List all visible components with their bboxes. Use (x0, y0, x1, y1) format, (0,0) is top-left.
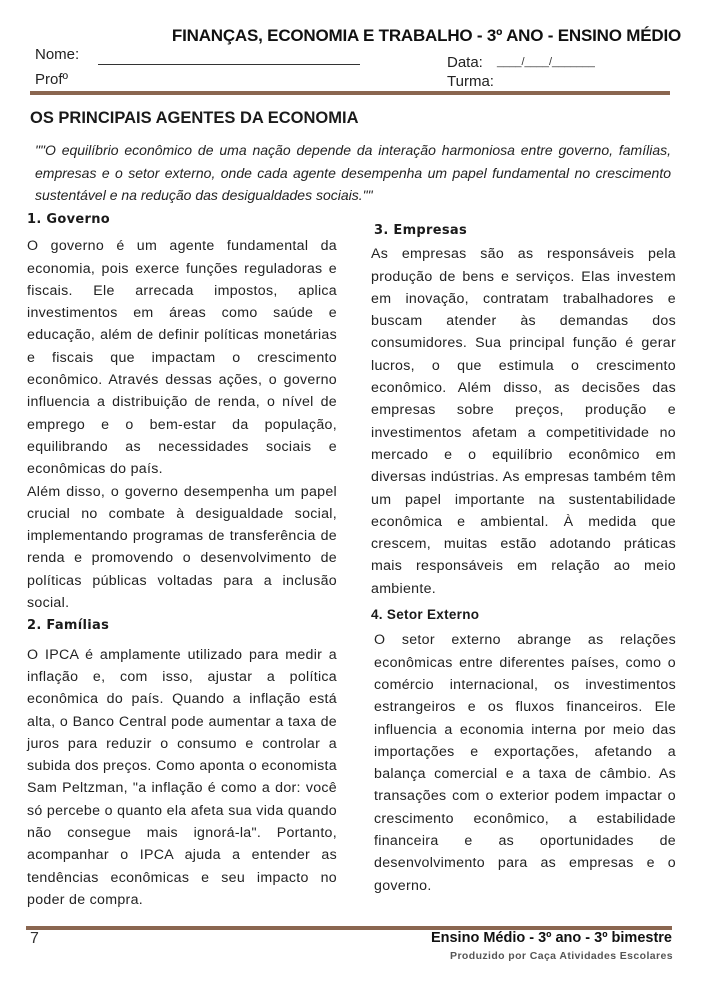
section-title-familias: 2. Famílias (27, 618, 110, 634)
section-title-empresas: 3. Empresas (374, 223, 468, 238)
header-divider (30, 91, 670, 95)
date-label: Data: (447, 54, 483, 71)
setor-externo-paragraph: O setor externo abrange as relações econômicas entre diferentes países, como o comércio internacional, os investimentos estrangeiros e os fluxos financeiros. Ele influencia a economia interna por meio das importações e exportações, afetando a balança comercial e a taxa de câmbio. As transações com o exterior podem impactar o crescimento econômico, a estabilidade financeira e as oportunidades de desenvolvimento para as empresas e o governo. (374, 632, 676, 894)
page-number: 7 (30, 930, 39, 947)
empresas-paragraph: As empresas são as responsáveis pela produção de bens e serviços. Elas investem em inovação, contratam trabalhadores e buscam atender às demandas dos consumidores. Sua principal função é gerar lucros, o que estimula o crescimento econômico. Além disso, as decisões das empresas sobre preços, produção e investimentos afetam a competitividade no mercado e o equilíbrio econômico em diversas indústrias. As empresas também têm um papel importante na sustentabilidade econômica e ambiental. À medida que crescem, muitas estão adotando práticas mais responsáveis em relação ao meio ambiente. (371, 246, 676, 597)
section-title-setor-externo: 4. Setor Externo (371, 607, 480, 623)
footer-credit: Produzido por Caça Atividades Escolares (450, 950, 673, 962)
teacher-label: Profº (35, 71, 68, 88)
governo-paragraph-2: Além disso, o governo desempenha um papel crucial no combate à desigualdade social, implementando programas de transferência de renda e promovendo o desenvolvimento de políticas públicas voltadas para a inclusão social. (27, 483, 337, 612)
name-label: Nome: (35, 46, 80, 63)
footer-level: Ensino Médio - 3º ano - 3º bimestre (430, 930, 672, 946)
date-field-blank[interactable]: ____/____/_______ (497, 56, 595, 68)
class-label: Turma: (447, 73, 494, 90)
intro-quote: ""O equilíbrio econômico de uma nação depende da interação harmoniosa entre governo, famílias, empresas e o setor externo, onde cada agente desempenha um papel fundamental no crescimento sustentável e na redução das desigualdades sociais."" (35, 142, 671, 203)
name-field-line[interactable] (98, 64, 360, 65)
worksheet-title: FINANÇAS, ECONOMIA E TRABALHO - 3º ANO - ENSINO MÉDIO (171, 26, 681, 45)
governo-paragraph-1: O governo é um agente fundamental da economia, pois exerce funções reguladoras e fiscais. Ele arrecada impostos, aplica investimentos em áreas como saúde e educação, além de definir políticas monetárias e fiscais que impactam o crescimento econômico. Através dessas ações, o governo influencia a distribuição de renda, o nível de emprego e o bem-estar da população, equilibrando as necessidades sociais e econômicas do país. (27, 238, 337, 478)
left-column (27, 209, 337, 911)
section-title-governo: 1. Governo (27, 212, 110, 227)
page-heading: OS PRINCIPAIS AGENTES DA ECONOMIA (30, 109, 359, 127)
right-column (371, 220, 676, 897)
familias-paragraph: O IPCA é amplamente utilizado para medir a inflação e, com isso, ajustar a política econômica do país. Quando a inflação está alta, o Banco Central pode aumentar a taxa de juros para reduzir o consumo e controlar a subida dos preços. Como aponta o economista Sam Peltzman, "a inflação é como a dor: você só percebe o quanto ela afeta sua vida quando não consegue mais ignorá-la". Portanto, acompanhar o IPCA ajuda a entender as tendências econômicas e seu impacto no poder de compra. (27, 646, 337, 908)
